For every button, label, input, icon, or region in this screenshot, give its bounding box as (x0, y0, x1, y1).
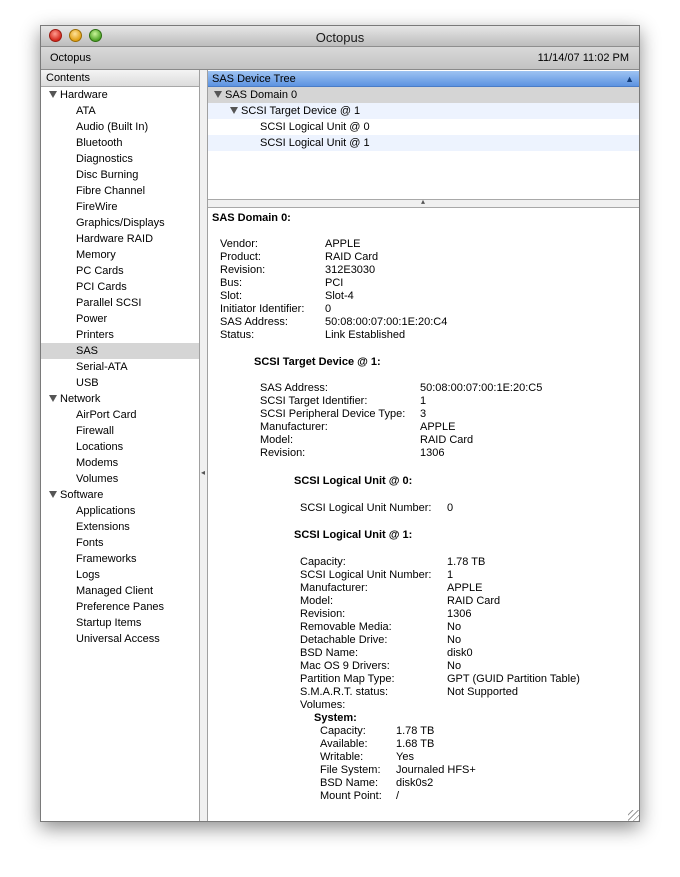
splitter-grip-icon[interactable]: ◂ (201, 468, 206, 477)
volume-field-key: Mount Point: (320, 790, 382, 802)
sidebar-group-label: Software (60, 489, 104, 501)
sidebar-group-hardware[interactable] (41, 87, 199, 103)
lun1-field-key: Model: (300, 595, 334, 607)
sidebar-group-network[interactable] (41, 391, 199, 407)
lun1-field-key: Detachable Drive: (300, 634, 388, 646)
volume-field-value: 1.68 TB (396, 738, 435, 750)
disclosure-triangle-icon[interactable] (49, 91, 57, 98)
tree-row-target-device[interactable]: SCSI Target Device @ 1 (208, 103, 640, 119)
sidebar-item-logs[interactable]: Logs (76, 569, 100, 581)
device-tree-header[interactable] (208, 71, 640, 87)
volume-field-key: Writable: (320, 751, 364, 763)
target-field-value: APPLE (420, 421, 456, 433)
volume-field-value: Journaled HFS+ (396, 764, 476, 776)
computer-name: Octopus (50, 52, 91, 64)
sidebar-item-power[interactable]: Power (76, 313, 108, 325)
volume-field-key: File System: (320, 764, 381, 776)
target-field-key: Revision: (260, 447, 306, 459)
lun1-field-key: SCSI Logical Unit Number: (300, 569, 432, 581)
tree-row-logical-unit-0[interactable]: SCSI Logical Unit @ 0 (260, 121, 370, 133)
domain-field-key: SAS Address: (220, 316, 288, 328)
sidebar-item-disc-burning[interactable]: Disc Burning (76, 169, 139, 181)
sidebar-item-bluetooth[interactable]: Bluetooth (76, 137, 123, 149)
sidebar-item-applications[interactable]: Applications (76, 505, 136, 517)
sidebar-group-label: Network (60, 393, 101, 405)
target-device-heading: SCSI Target Device @ 1: (254, 356, 381, 368)
title-bar[interactable] (41, 26, 639, 47)
lun1-field-value: GPT (GUID Partition Table) (447, 673, 580, 685)
sidebar-item-fibre-channel[interactable]: Fibre Channel (76, 185, 146, 197)
disclosure-triangle-icon[interactable] (214, 91, 222, 98)
lun1-field-value: No (447, 660, 462, 672)
info-bar (41, 47, 639, 70)
target-field-key: Model: (260, 434, 294, 446)
system-profiler-window (40, 25, 640, 822)
sidebar-group-label: Hardware (60, 89, 108, 101)
lun1-field-key: Partition Map Type: (300, 673, 395, 685)
lun1-field-value: 1 (447, 569, 454, 581)
domain-field-key: Bus: (220, 277, 243, 289)
sidebar-item-firewall[interactable]: Firewall (76, 425, 114, 437)
domain-field-key: Product: (220, 251, 261, 263)
sidebar-item-volumes[interactable]: Volumes (76, 473, 119, 485)
target-field-key: Manufacturer: (260, 421, 328, 433)
domain-field-value: APPLE (325, 238, 361, 250)
sidebar-item-printers[interactable]: Printers (76, 329, 114, 341)
sidebar-item-ata[interactable]: ATA (76, 105, 96, 117)
domain-field-key: Vendor: (220, 238, 258, 250)
lun1-field-value: 1306 (447, 608, 472, 620)
sidebar-group-software[interactable] (41, 487, 199, 503)
target-field-value: 50:08:00:07:00:1E:20:C5 (420, 382, 543, 394)
contents-sidebar (41, 70, 200, 822)
lun1-field-value: Not Supported (447, 686, 518, 698)
domain-field-key: Slot: (220, 290, 243, 302)
domain-field-value: Slot-4 (325, 290, 354, 302)
sidebar-item-startup-items[interactable]: Startup Items (76, 617, 142, 629)
sidebar-item-preference-panes[interactable]: Preference Panes (76, 601, 165, 613)
sidebar-item-airport-card[interactable]: AirPort Card (76, 409, 137, 421)
sidebar-item-managed-client[interactable]: Managed Client (76, 585, 154, 597)
sidebar-item-firewire[interactable]: FireWire (76, 201, 118, 213)
lun1-field-key: Manufacturer: (300, 582, 368, 594)
device-tree (208, 87, 640, 199)
vertical-splitter[interactable] (200, 70, 208, 822)
target-field-key: SAS Address: (260, 382, 328, 394)
target-field-key: SCSI Peripheral Device Type: (260, 408, 406, 420)
sidebar-item-usb[interactable]: USB (76, 377, 99, 389)
sidebar-item-diagnostics[interactable]: Diagnostics (76, 153, 133, 165)
volume-field-key: Capacity: (320, 725, 366, 737)
sidebar-item-graphics-displays[interactable]: Graphics/Displays (76, 217, 165, 229)
logical-unit-0-heading: SCSI Logical Unit @ 0: (294, 475, 413, 487)
datetime: 11/14/07 11:02 PM (537, 52, 629, 64)
volume-system-heading: System: (314, 712, 357, 724)
volume-field-value: / (396, 790, 400, 802)
lun1-field-value: No (447, 621, 462, 633)
sidebar-item-sas[interactable]: SAS (41, 343, 199, 359)
volume-field-value: 1.78 TB (396, 725, 435, 737)
domain-field-key: Revision: (220, 264, 266, 276)
volume-field-key: Available: (320, 738, 368, 750)
disclosure-triangle-icon[interactable] (49, 491, 57, 498)
domain-field-value: PCI (325, 277, 344, 289)
lun1-field-key: Volumes: (300, 699, 346, 711)
tree-row-sas-domain[interactable]: SAS Domain 0 (208, 87, 640, 103)
lun1-field-key: S.M.A.R.T. status: (300, 686, 389, 698)
sort-ascending-icon[interactable]: ▲ (625, 74, 634, 84)
target-field-key: SCSI Target Identifier: (260, 395, 368, 407)
lun1-field-key: Revision: (300, 608, 346, 620)
domain-field-key: Initiator Identifier: (220, 303, 305, 315)
volume-field-value: disk0s2 (396, 777, 434, 789)
sidebar-item-memory[interactable]: Memory (76, 249, 116, 261)
logical-unit-1-heading: SCSI Logical Unit @ 1: (294, 529, 413, 541)
target-field-value: 1 (420, 395, 427, 407)
lun0-field-key: SCSI Logical Unit Number: (300, 502, 432, 514)
sidebar-header[interactable]: Contents (41, 70, 199, 87)
lun0-field-value: 0 (447, 502, 454, 514)
sidebar-item-serial-ata[interactable]: Serial-ATA (76, 361, 128, 373)
sidebar-item-hardware-raid[interactable]: Hardware RAID (76, 233, 154, 245)
lun1-field-key: Removable Media: (300, 621, 392, 633)
sidebar-item-extensions[interactable]: Extensions (76, 521, 130, 533)
sidebar-item-frameworks[interactable]: Frameworks (76, 553, 137, 565)
lun1-field-value: No (447, 634, 462, 646)
domain-field-value: 50:08:00:07:00:1E:20:C4 (325, 316, 448, 328)
target-field-value: RAID Card (420, 434, 474, 446)
lun1-field-value: disk0 (447, 647, 473, 659)
volume-field-key: BSD Name: (320, 777, 379, 789)
window-title: Octopus (315, 30, 365, 45)
disclosure-triangle-icon[interactable] (230, 107, 238, 114)
horizontal-splitter[interactable] (208, 199, 640, 208)
domain-field-value: RAID Card (325, 251, 379, 263)
resize-grip-icon[interactable] (628, 810, 639, 821)
target-field-value: 1306 (420, 447, 445, 459)
lun1-field-value: 1.78 TB (447, 556, 486, 568)
lun1-field-key: Capacity: (300, 556, 346, 568)
volume-field-value: Yes (396, 751, 414, 763)
sidebar-item-universal-access[interactable]: Universal Access (76, 633, 160, 645)
lun1-field-key: Mac OS 9 Drivers: (300, 660, 390, 672)
disclosure-triangle-icon[interactable] (49, 395, 57, 402)
sidebar-item-pci-cards[interactable]: PCI Cards (76, 281, 127, 293)
lun1-field-value: APPLE (447, 582, 483, 594)
sidebar-item-fonts[interactable]: Fonts (76, 537, 104, 549)
lun1-field-key: BSD Name: (300, 647, 359, 659)
sidebar-item-pc-cards[interactable]: PC Cards (76, 265, 124, 277)
domain-field-value: Link Established (325, 329, 406, 341)
device-tree-header-label: SAS Device Tree (212, 73, 296, 85)
sidebar-item-parallel-scsi[interactable]: Parallel SCSI (76, 297, 142, 309)
domain-field-key: Status: (220, 329, 255, 341)
detail-pane (208, 208, 640, 822)
lun1-field-value: RAID Card (447, 595, 501, 607)
target-field-value: 3 (420, 408, 427, 420)
sas-domain-heading: SAS Domain 0: (212, 212, 291, 224)
sidebar-item-audio-built-in[interactable]: Audio (Built In) (76, 121, 149, 133)
content-pane (208, 70, 640, 822)
tree-row-logical-unit-1[interactable]: SCSI Logical Unit @ 1 (208, 135, 640, 151)
domain-field-value: 0 (325, 303, 332, 315)
domain-field-value: 312E3030 (325, 264, 376, 276)
sidebar-item-modems[interactable]: Modems (76, 457, 119, 469)
sidebar-item-locations[interactable]: Locations (76, 441, 124, 453)
splitter-grip-icon[interactable]: ▴ (421, 197, 426, 206)
